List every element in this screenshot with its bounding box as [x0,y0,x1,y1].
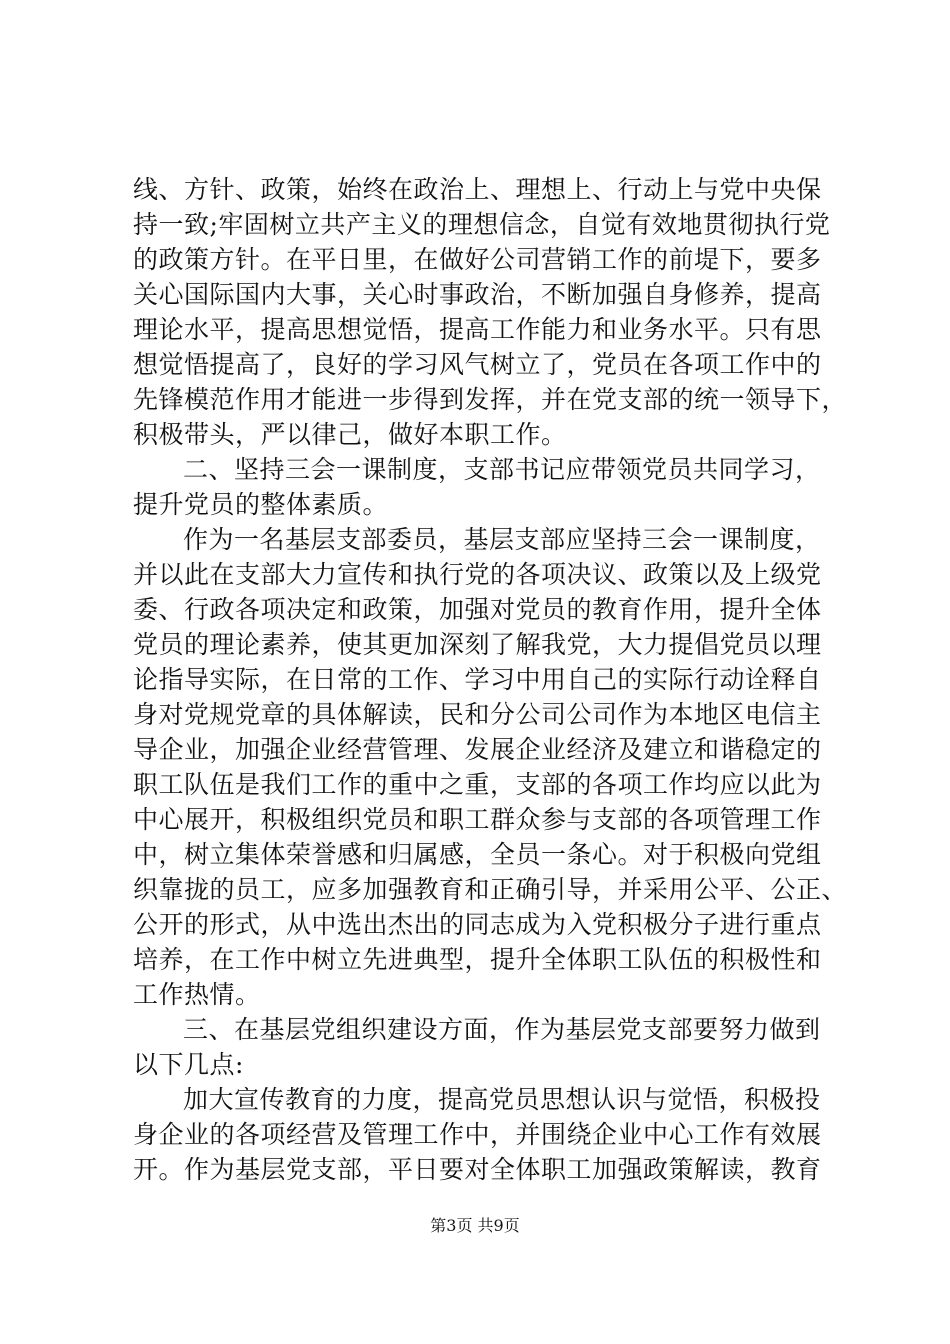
text-line: 先锋模范作用才能进一步得到发挥，并在党支部的统一领导下， [133,385,848,414]
text-line: 想觉悟提高了，良好的学习风气树立了，党员在各项工作中的 [133,350,822,379]
text-line: 开。作为基层党支部，平日要对全体职工加强政策解读，教育 [133,1155,822,1184]
text-line: 理论水平，提高思想觉悟，提高工作能力和业务水平。只有思 [133,315,822,344]
paragraph-start: 加大宣传教育的力度，提高党员思想认识与觉悟，积极投 [183,1085,821,1114]
section-heading-2-cont: 提升党员的整体素质。 [133,490,389,519]
text-line: 积极带头，严以律己，做好本职工作。 [133,420,567,449]
paragraph-start: 作为一名基层支部委员，基层支部应坚持三会一课制度， [183,525,821,554]
text-line: 中，树立集体荣誉感和归属感，全员一条心。对于积极向党组 [133,840,822,869]
text-line: 中心展开，积极组织党员和职工群众参与支部的各项管理工作 [133,805,822,834]
text-line: 织靠拢的员工，应多加强教育和正确引导，并采用公平、公正、 [133,875,848,904]
text-line: 身对党规党章的具体解读，民和分公司公司作为本地区电信主 [133,700,822,729]
text-line: 并以此在支部大力宣传和执行党的各项决议、政策以及上级党 [133,560,822,589]
text-line: 线、方针、政策，始终在政治上、理想上、行动上与党中央保 [133,175,822,204]
text-line: 培养，在工作中树立先进典型，提升全体职工队伍的积极性和 [133,945,822,974]
text-line: 工作热情。 [133,980,261,1009]
section-heading-2: 二、坚持三会一课制度，支部书记应带领党员共同学习， [183,455,821,484]
text-line: 委、行政各项决定和政策，加强对党员的教育作用，提升全体 [133,595,822,624]
section-heading-3-cont: 以下几点: [133,1050,244,1079]
page-number-footer: 第3页 共9页 [430,1216,520,1235]
section-heading-3: 三、在基层党组织建设方面，作为基层党支部要努力做到 [183,1015,821,1044]
text-line: 的政策方针。在平日里，在做好公司营销工作的前堤下，要多 [133,245,822,274]
text-line: 论指导实际，在日常的工作、学习中用自己的实际行动诠释自 [133,665,822,694]
text-line: 党员的理论素养，使其更加深刻了解我党，大力提倡党员以理 [133,630,822,659]
text-line: 职工队伍是我们工作的重中之重，支部的各项工作均应以此为 [133,770,822,799]
text-line: 导企业，加强企业经营管理、发展企业经济及建立和谐稳定的 [133,735,822,764]
text-line: 公开的形式，从中选出杰出的同志成为入党积极分子进行重点 [133,910,822,939]
text-line: 持一致;牢固树立共产主义的理想信念，自觉有效地贯彻执行党 [133,210,831,239]
text-line: 身企业的各项经营及管理工作中，并围绕企业中心工作有效展 [133,1120,822,1149]
text-line: 关心国际国内大事，关心时事政治，不断加强自身修养，提高 [133,280,822,309]
